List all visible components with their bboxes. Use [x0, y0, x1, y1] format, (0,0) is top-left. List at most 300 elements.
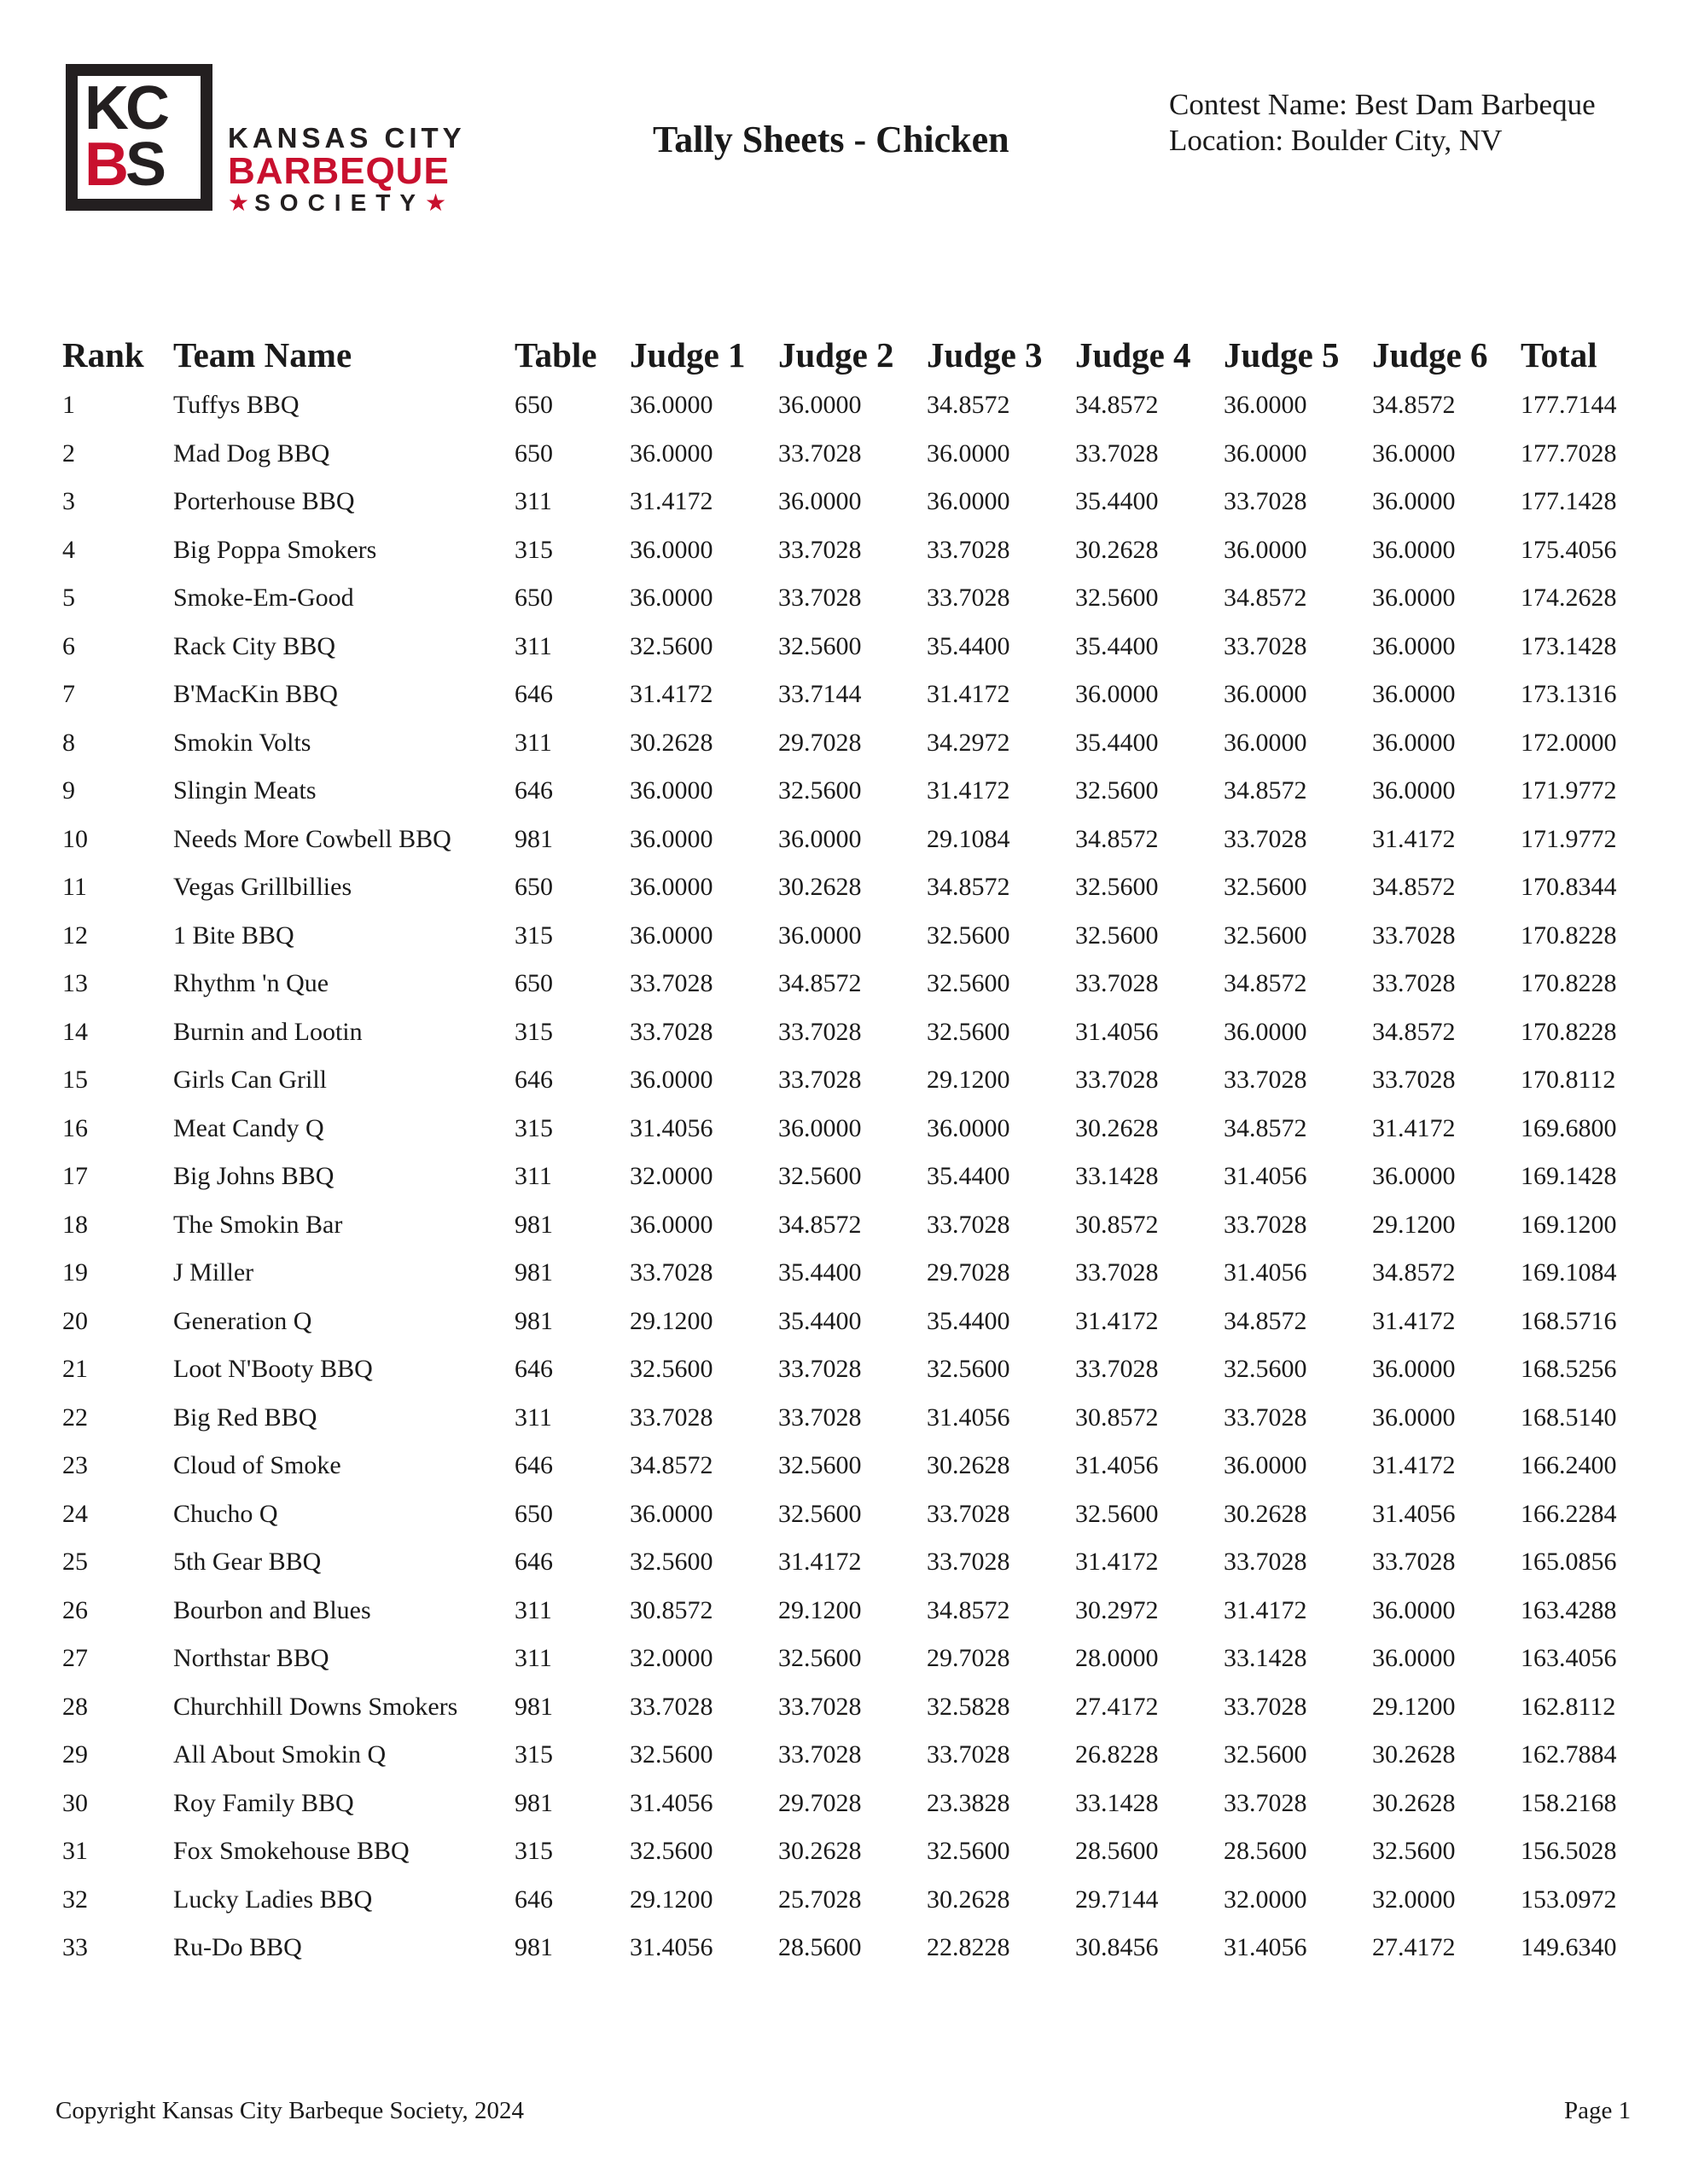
logo-line-society: ★SOCIETY★: [228, 189, 452, 216]
cell-judge-3: 36.0000: [927, 487, 1010, 516]
table-row: [62, 1538, 1632, 1587]
cell-judge-2: 32.5600: [778, 1162, 862, 1191]
cell-judge-4: 30.2972: [1075, 1595, 1159, 1624]
cell-judge-6: 31.4172: [1372, 1306, 1456, 1335]
cell-judge-6: 33.7028: [1372, 1548, 1456, 1577]
cell-judge-5: 33.7028: [1224, 1788, 1307, 1817]
cell-table: 311: [515, 1595, 552, 1624]
table-row: [62, 863, 1632, 912]
header-judge-5: Judge 5: [1224, 335, 1340, 375]
table-row: [62, 1731, 1632, 1780]
cell-table: 311: [515, 728, 552, 757]
cell-total: 169.6800: [1521, 1113, 1617, 1142]
cell-judge-4: 28.0000: [1075, 1644, 1159, 1673]
contest-name: Contest Name: Best Dam Barbeque: [1169, 88, 1596, 121]
cell-judge-6: 36.0000: [1372, 631, 1456, 660]
cell-judge-3: 34.2972: [927, 728, 1010, 757]
cell-judge-4: 29.7144: [1075, 1885, 1159, 1914]
cell-table: 315: [515, 535, 553, 564]
cell-judge-4: 32.5600: [1075, 1499, 1159, 1528]
cell-rank: 1: [62, 391, 75, 420]
header-judge-4: Judge 4: [1075, 335, 1191, 375]
cell-judge-5: 32.5600: [1224, 1740, 1307, 1769]
cell-judge-4: 34.8572: [1075, 824, 1159, 853]
cell-total: 170.8228: [1521, 1017, 1617, 1046]
cell-judge-2: 33.7028: [778, 535, 862, 564]
table-row: [62, 1394, 1632, 1443]
cell-rank: 15: [62, 1066, 88, 1095]
cell-judge-5: 33.7028: [1224, 824, 1307, 853]
cell-team-name: Loot N'Booty BBQ: [173, 1355, 373, 1384]
cell-table: 646: [515, 1885, 553, 1914]
cell-total: 172.0000: [1521, 728, 1617, 757]
cell-judge-5: 33.1428: [1224, 1644, 1307, 1673]
cell-judge-6: 33.7028: [1372, 969, 1456, 998]
cell-judge-3: 23.3828: [927, 1788, 1010, 1817]
table-row: [62, 816, 1632, 864]
cell-judge-3: 35.4400: [927, 1162, 1010, 1191]
cell-table: 646: [515, 680, 553, 709]
cell-rank: 7: [62, 680, 75, 709]
kcbs-logo-wordmark: [228, 124, 466, 216]
cell-judge-4: 30.2628: [1075, 1113, 1159, 1142]
cell-judge-2: 34.8572: [778, 1210, 862, 1239]
cell-rank: 26: [62, 1595, 88, 1624]
cell-judge-1: 36.0000: [630, 921, 713, 950]
cell-judge-4: 32.5600: [1075, 921, 1159, 950]
cell-judge-4: 35.4400: [1075, 487, 1159, 516]
cell-team-name: Churchhill Downs Smokers: [173, 1692, 458, 1721]
cell-team-name: Mad Dog BBQ: [173, 439, 330, 468]
header-total: Total: [1521, 335, 1597, 375]
table-row: [62, 1442, 1632, 1490]
cell-team-name: Roy Family BBQ: [173, 1788, 354, 1817]
cell-table: 311: [515, 487, 552, 516]
cell-judge-1: 32.0000: [630, 1644, 713, 1673]
cell-total: 156.5028: [1521, 1837, 1617, 1866]
cell-judge-5: 34.8572: [1224, 969, 1307, 998]
cell-judge-2: 29.1200: [778, 1595, 862, 1624]
cell-judge-2: 33.7028: [778, 1066, 862, 1095]
cell-team-name: Fox Smokehouse BBQ: [173, 1837, 410, 1866]
cell-rank: 27: [62, 1644, 88, 1673]
cell-team-name: J Miller: [173, 1258, 254, 1287]
cell-judge-3: 32.5600: [927, 969, 1010, 998]
table-row: [62, 478, 1632, 526]
cell-judge-1: 31.4056: [630, 1113, 713, 1142]
cell-judge-6: 27.4172: [1372, 1933, 1456, 1962]
cell-judge-2: 33.7028: [778, 1355, 862, 1384]
cell-judge-5: 34.8572: [1224, 584, 1307, 613]
cell-rank: 2: [62, 439, 75, 468]
cell-judge-2: 33.7028: [778, 1692, 862, 1721]
cell-judge-3: 33.7028: [927, 1499, 1010, 1528]
cell-total: 177.7144: [1521, 391, 1617, 420]
cell-judge-1: 31.4056: [630, 1788, 713, 1817]
cell-judge-5: 31.4056: [1224, 1162, 1307, 1191]
cell-team-name: Burnin and Lootin: [173, 1017, 363, 1046]
cell-rank: 18: [62, 1210, 88, 1239]
table-row: [62, 912, 1632, 961]
cell-rank: 17: [62, 1162, 88, 1191]
cell-judge-3: 36.0000: [927, 439, 1010, 468]
cell-judge-5: 36.0000: [1224, 439, 1307, 468]
page-number: Page 1: [1564, 2097, 1632, 2124]
cell-judge-1: 36.0000: [630, 1066, 713, 1095]
cell-judge-1: 36.0000: [630, 391, 713, 420]
table-row: [62, 381, 1632, 430]
cell-judge-5: 32.5600: [1224, 873, 1307, 902]
cell-judge-3: 33.7028: [927, 1740, 1010, 1769]
table-row: [62, 623, 1632, 671]
cell-table: 311: [515, 1162, 552, 1191]
table-row: [62, 1780, 1632, 1828]
cell-judge-5: 33.7028: [1224, 1548, 1307, 1577]
cell-judge-3: 33.7028: [927, 584, 1010, 613]
cell-judge-5: 34.8572: [1224, 776, 1307, 805]
cell-team-name: Tuffys BBQ: [173, 391, 300, 420]
cell-judge-6: 29.1200: [1372, 1210, 1456, 1239]
cell-judge-5: 32.0000: [1224, 1885, 1307, 1914]
cell-judge-4: 30.8456: [1075, 1933, 1159, 1962]
cell-team-name: Rhythm 'n Que: [173, 969, 329, 998]
logo-initials-top: KC: [84, 74, 166, 142]
table-body: [62, 381, 1632, 1972]
cell-judge-3: 32.5600: [927, 1017, 1010, 1046]
cell-judge-2: 32.5600: [778, 1451, 862, 1480]
cell-table: 650: [515, 584, 553, 613]
kcbs-logo: [66, 64, 509, 218]
cell-team-name: Big Poppa Smokers: [173, 535, 377, 564]
cell-team-name: Vegas Grillbillies: [173, 873, 352, 902]
cell-judge-5: 36.0000: [1224, 391, 1307, 420]
cell-judge-2: 35.4400: [778, 1258, 862, 1287]
cell-judge-6: 36.0000: [1372, 1644, 1456, 1673]
cell-total: 177.7028: [1521, 439, 1617, 468]
cell-judge-4: 33.7028: [1075, 969, 1159, 998]
cell-judge-3: 29.1084: [927, 824, 1010, 853]
cell-judge-2: 33.7144: [778, 680, 862, 709]
cell-judge-1: 36.0000: [630, 535, 713, 564]
cell-judge-6: 34.8572: [1372, 1258, 1456, 1287]
cell-table: 981: [515, 1210, 553, 1239]
cell-total: 170.8112: [1521, 1066, 1616, 1095]
cell-judge-6: 30.2628: [1372, 1740, 1456, 1769]
cell-judge-1: 32.5600: [630, 1355, 713, 1384]
cell-judge-4: 33.7028: [1075, 439, 1159, 468]
table-row: [62, 1924, 1632, 1972]
cell-rank: 12: [62, 921, 88, 950]
cell-total: 170.8344: [1521, 873, 1617, 902]
cell-judge-3: 33.7028: [927, 1548, 1010, 1577]
cell-table: 981: [515, 824, 553, 853]
cell-table: 311: [515, 1644, 552, 1673]
cell-rank: 14: [62, 1017, 88, 1046]
cell-team-name: Generation Q: [173, 1306, 312, 1335]
cell-judge-4: 33.7028: [1075, 1355, 1159, 1384]
table-header-row: [62, 328, 1632, 381]
table-row: [62, 1201, 1632, 1250]
cell-rank: 25: [62, 1548, 88, 1577]
cell-rank: 22: [62, 1403, 88, 1432]
cell-judge-3: 31.4172: [927, 776, 1010, 805]
cell-judge-1: 33.7028: [630, 969, 713, 998]
cell-judge-3: 32.5600: [927, 921, 1010, 950]
cell-judge-4: 30.2628: [1075, 535, 1159, 564]
cell-team-name: Smoke-Em-Good: [173, 584, 354, 613]
cell-judge-6: 36.0000: [1372, 1355, 1456, 1384]
cell-team-name: Smokin Volts: [173, 728, 311, 757]
cell-judge-6: 33.7028: [1372, 1066, 1456, 1095]
cell-judge-2: 31.4172: [778, 1548, 862, 1577]
cell-judge-4: 27.4172: [1075, 1692, 1159, 1721]
cell-judge-3: 32.5600: [927, 1355, 1010, 1384]
cell-rank: 3: [62, 487, 75, 516]
cell-total: 171.9772: [1521, 776, 1617, 805]
header-rank: Rank: [62, 335, 144, 375]
cell-judge-4: 33.1428: [1075, 1788, 1159, 1817]
cell-judge-5: 33.7028: [1224, 1403, 1307, 1432]
cell-judge-5: 31.4056: [1224, 1258, 1307, 1287]
cell-total: 169.1084: [1521, 1258, 1617, 1287]
kcbs-logo-mark: [66, 64, 212, 211]
cell-table: 646: [515, 1451, 553, 1480]
table-row: [62, 1827, 1632, 1876]
cell-rank: 29: [62, 1740, 88, 1769]
logo-line-kansas-city: KANSAS CITY: [228, 122, 466, 154]
cell-judge-6: 36.0000: [1372, 439, 1456, 468]
cell-judge-2: 32.5600: [778, 1499, 862, 1528]
cell-judge-1: 36.0000: [630, 873, 713, 902]
cell-total: 158.2168: [1521, 1788, 1617, 1817]
cell-judge-5: 32.5600: [1224, 1355, 1307, 1384]
cell-judge-2: 32.5600: [778, 776, 862, 805]
cell-rank: 4: [62, 535, 75, 564]
cell-total: 153.0972: [1521, 1885, 1617, 1914]
table-row: [62, 1635, 1632, 1683]
cell-judge-6: 29.1200: [1372, 1692, 1456, 1721]
cell-judge-3: 34.8572: [927, 391, 1010, 420]
header-table: Table: [515, 335, 597, 375]
cell-total: 165.0856: [1521, 1548, 1617, 1577]
cell-team-name: 5th Gear BBQ: [173, 1548, 322, 1577]
cell-rank: 8: [62, 728, 75, 757]
cell-team-name: Girls Can Grill: [173, 1066, 327, 1095]
cell-judge-6: 32.0000: [1372, 1885, 1456, 1914]
cell-judge-3: 22.8228: [927, 1933, 1010, 1962]
table-row: [62, 960, 1632, 1008]
cell-judge-6: 31.4172: [1372, 824, 1456, 853]
cell-rank: 24: [62, 1499, 88, 1528]
cell-rank: 21: [62, 1355, 88, 1384]
table-row: [62, 1056, 1632, 1105]
cell-judge-3: 35.4400: [927, 631, 1010, 660]
cell-total: 173.1316: [1521, 680, 1617, 709]
cell-team-name: Needs More Cowbell BBQ: [173, 824, 451, 853]
cell-judge-1: 36.0000: [630, 1499, 713, 1528]
cell-judge-4: 32.5600: [1075, 873, 1159, 902]
cell-total: 171.9772: [1521, 824, 1617, 853]
contest-location: Location: Boulder City, NV: [1169, 124, 1503, 157]
cell-judge-4: 34.8572: [1075, 391, 1159, 420]
cell-total: 173.1428: [1521, 631, 1617, 660]
cell-judge-5: 33.7028: [1224, 1210, 1307, 1239]
cell-judge-2: 32.5600: [778, 631, 862, 660]
table-row: [62, 1345, 1632, 1394]
cell-table: 646: [515, 1066, 553, 1095]
cell-judge-4: 35.4400: [1075, 728, 1159, 757]
cell-total: 177.1428: [1521, 487, 1617, 516]
cell-judge-6: 32.5600: [1372, 1837, 1456, 1866]
header-team-name: Team Name: [173, 335, 352, 375]
cell-table: 981: [515, 1788, 553, 1817]
cell-judge-3: 31.4056: [927, 1403, 1010, 1432]
table-row: [62, 719, 1632, 768]
cell-table: 650: [515, 1499, 553, 1528]
cell-total: 170.8228: [1521, 921, 1617, 950]
cell-judge-6: 36.0000: [1372, 1595, 1456, 1624]
cell-total: 149.6340: [1521, 1933, 1617, 1962]
cell-table: 315: [515, 1017, 553, 1046]
cell-judge-4: 30.8572: [1075, 1210, 1159, 1239]
cell-rank: 10: [62, 824, 88, 853]
cell-team-name: Big Red BBQ: [173, 1403, 317, 1432]
cell-total: 174.2628: [1521, 584, 1617, 613]
cell-judge-1: 36.0000: [630, 1210, 713, 1239]
cell-judge-5: 33.7028: [1224, 1066, 1307, 1095]
cell-judge-1: 32.0000: [630, 1162, 713, 1191]
cell-judge-1: 36.0000: [630, 584, 713, 613]
cell-judge-3: 33.7028: [927, 535, 1010, 564]
cell-table: 311: [515, 631, 552, 660]
cell-judge-2: 36.0000: [778, 487, 862, 516]
cell-judge-2: 32.5600: [778, 1644, 862, 1673]
table-row: [62, 1153, 1632, 1201]
cell-judge-6: 34.8572: [1372, 873, 1456, 902]
cell-judge-5: 36.0000: [1224, 1017, 1307, 1046]
cell-team-name: Bourbon and Blues: [173, 1595, 371, 1624]
cell-judge-1: 36.0000: [630, 776, 713, 805]
cell-judge-3: 29.7028: [927, 1258, 1010, 1287]
cell-table: 315: [515, 921, 553, 950]
cell-team-name: Cloud of Smoke: [173, 1451, 341, 1480]
cell-judge-3: 29.1200: [927, 1066, 1010, 1095]
cell-judge-2: 35.4400: [778, 1306, 862, 1335]
cell-judge-3: 30.2628: [927, 1451, 1010, 1480]
table-row: [62, 574, 1632, 623]
cell-rank: 13: [62, 969, 88, 998]
cell-judge-4: 31.4172: [1075, 1306, 1159, 1335]
cell-team-name: Big Johns BBQ: [173, 1162, 334, 1191]
cell-judge-3: 29.7028: [927, 1644, 1010, 1673]
cell-judge-6: 36.0000: [1372, 1403, 1456, 1432]
cell-judge-1: 36.0000: [630, 824, 713, 853]
cell-judge-2: 25.7028: [778, 1885, 862, 1914]
cell-judge-2: 28.5600: [778, 1933, 862, 1962]
cell-judge-6: 36.0000: [1372, 535, 1456, 564]
table-row: [62, 767, 1632, 816]
cell-total: 175.4056: [1521, 535, 1617, 564]
cell-judge-3: 35.4400: [927, 1306, 1010, 1335]
cell-total: 168.5716: [1521, 1306, 1617, 1335]
cell-judge-3: 34.8572: [927, 1595, 1010, 1624]
cell-judge-3: 36.0000: [927, 1113, 1010, 1142]
cell-total: 169.1200: [1521, 1210, 1617, 1239]
cell-table: 650: [515, 873, 553, 902]
cell-team-name: The Smokin Bar: [173, 1210, 343, 1239]
cell-total: 168.5256: [1521, 1355, 1617, 1384]
cell-table: 311: [515, 1403, 552, 1432]
table-row: [62, 1490, 1632, 1539]
cell-team-name: Slingin Meats: [173, 776, 317, 805]
cell-total: 166.2400: [1521, 1451, 1617, 1480]
header-judge-1: Judge 1: [630, 335, 746, 375]
cell-judge-5: 33.7028: [1224, 487, 1307, 516]
logo-line-barbeque: BARBEQUE: [228, 150, 450, 192]
cell-judge-5: 28.5600: [1224, 1837, 1307, 1866]
cell-judge-1: 32.5600: [630, 1837, 713, 1866]
cell-judge-5: 36.0000: [1224, 535, 1307, 564]
cell-team-name: All About Smokin Q: [173, 1740, 387, 1769]
cell-judge-2: 33.7028: [778, 1740, 862, 1769]
table-row: [62, 1298, 1632, 1346]
cell-table: 646: [515, 1355, 553, 1384]
cell-rank: 16: [62, 1113, 88, 1142]
cell-judge-2: 36.0000: [778, 824, 862, 853]
contest-info: [1169, 87, 1596, 159]
cell-judge-6: 31.4172: [1372, 1113, 1456, 1142]
cell-judge-2: 36.0000: [778, 921, 862, 950]
cell-team-name: Lucky Ladies BBQ: [173, 1885, 373, 1914]
cell-rank: 32: [62, 1885, 88, 1914]
cell-judge-1: 29.1200: [630, 1306, 713, 1335]
cell-rank: 9: [62, 776, 75, 805]
cell-judge-4: 31.4172: [1075, 1548, 1159, 1577]
cell-judge-5: 31.4056: [1224, 1933, 1307, 1962]
table-row: [62, 1876, 1632, 1925]
cell-table: 315: [515, 1740, 553, 1769]
cell-rank: 5: [62, 584, 75, 613]
cell-judge-1: 30.2628: [630, 728, 713, 757]
cell-judge-5: 31.4172: [1224, 1595, 1307, 1624]
cell-total: 163.4056: [1521, 1644, 1617, 1673]
header-judge-3: Judge 3: [927, 335, 1043, 375]
cell-judge-4: 32.5600: [1075, 584, 1159, 613]
cell-judge-4: 28.5600: [1075, 1837, 1159, 1866]
cell-rank: 19: [62, 1258, 88, 1287]
cell-judge-5: 34.8572: [1224, 1306, 1307, 1335]
cell-judge-6: 33.7028: [1372, 921, 1456, 950]
cell-judge-2: 29.7028: [778, 1788, 862, 1817]
tally-table: [62, 328, 1632, 1972]
cell-rank: 33: [62, 1933, 88, 1962]
cell-judge-4: 33.1428: [1075, 1162, 1159, 1191]
star-icon: ★: [228, 189, 255, 216]
cell-judge-1: 36.0000: [630, 439, 713, 468]
cell-table: 981: [515, 1306, 553, 1335]
cell-judge-2: 30.2628: [778, 1837, 862, 1866]
cell-judge-6: 31.4056: [1372, 1499, 1456, 1528]
cell-judge-6: 36.0000: [1372, 728, 1456, 757]
cell-judge-6: 36.0000: [1372, 680, 1456, 709]
cell-judge-6: 36.0000: [1372, 584, 1456, 613]
table-row: [62, 430, 1632, 479]
cell-total: 163.4288: [1521, 1595, 1617, 1624]
cell-total: 170.8228: [1521, 969, 1617, 998]
cell-judge-3: 32.5600: [927, 1837, 1010, 1866]
cell-judge-1: 33.7028: [630, 1017, 713, 1046]
table-row: [62, 1105, 1632, 1153]
